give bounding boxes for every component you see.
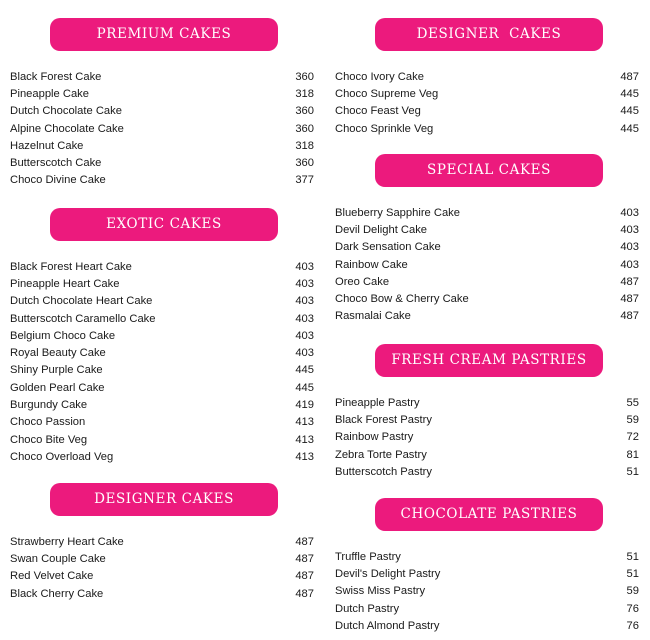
menu-item bbox=[10, 379, 314, 396]
menu-item-list bbox=[10, 533, 314, 602]
item-name: Butterscotch Caramello Cake bbox=[10, 312, 156, 325]
item-price: 360 bbox=[295, 157, 314, 170]
item-name: Swan Couple Cake bbox=[10, 552, 106, 565]
menu-item bbox=[10, 103, 314, 120]
section-banner: SPECIAL CAKES bbox=[375, 154, 603, 187]
menu-item bbox=[10, 414, 314, 431]
menu-item-list bbox=[335, 204, 639, 325]
menu-item bbox=[10, 154, 314, 171]
section-banner: FRESH CREAM PASTRIES bbox=[375, 344, 603, 377]
item-price: 445 bbox=[620, 122, 639, 135]
item-price: 55 bbox=[626, 396, 639, 409]
item-price: 360 bbox=[295, 70, 314, 83]
menu-item bbox=[335, 85, 639, 102]
item-name: Hazelnut Cake bbox=[10, 139, 84, 152]
item-name: Swiss Miss Pastry bbox=[335, 585, 426, 598]
menu-item bbox=[10, 120, 314, 137]
menu-item bbox=[10, 137, 314, 154]
menu-item bbox=[10, 568, 314, 585]
menu-item bbox=[10, 327, 314, 344]
menu-item bbox=[335, 394, 639, 411]
section-banner: CHOCOLATE PASTRIES bbox=[375, 498, 603, 531]
item-price: 445 bbox=[620, 87, 639, 100]
item-name: Pineapple Pastry bbox=[335, 396, 420, 409]
item-name: Alpine Chocolate Cake bbox=[10, 122, 124, 135]
item-price: 487 bbox=[620, 293, 639, 306]
section-banner: EXOTIC CAKES bbox=[50, 208, 278, 241]
item-price: 318 bbox=[295, 87, 314, 100]
item-price: 76 bbox=[626, 619, 639, 632]
item-price: 59 bbox=[626, 585, 639, 598]
menu-item bbox=[10, 310, 314, 327]
section-banner: DESIGNER CAKES bbox=[375, 18, 603, 51]
item-price: 51 bbox=[626, 550, 639, 563]
item-name: Truffle Pastry bbox=[335, 550, 401, 563]
item-price: 445 bbox=[295, 381, 314, 394]
item-price: 76 bbox=[626, 602, 639, 615]
item-price: 487 bbox=[295, 587, 314, 600]
item-price: 403 bbox=[620, 223, 639, 236]
item-price: 445 bbox=[295, 364, 314, 377]
menu-item bbox=[335, 120, 639, 137]
menu-item bbox=[10, 68, 314, 85]
item-price: 51 bbox=[626, 567, 639, 580]
menu-item bbox=[335, 103, 639, 120]
menu-item bbox=[335, 290, 639, 307]
item-price: 413 bbox=[295, 450, 314, 463]
item-price: 403 bbox=[295, 295, 314, 308]
item-name: Black Forest Pastry bbox=[335, 413, 432, 426]
menu-item bbox=[10, 293, 314, 310]
item-name: Butterscotch Pastry bbox=[335, 465, 432, 478]
item-name: Shiny Purple Cake bbox=[10, 364, 103, 377]
menu-item bbox=[335, 548, 639, 565]
item-name: Pineapple Cake bbox=[10, 87, 89, 100]
item-price: 51 bbox=[626, 465, 639, 478]
menu-item bbox=[335, 463, 639, 480]
menu-item bbox=[10, 448, 314, 465]
item-price: 403 bbox=[295, 277, 314, 290]
item-name: Rainbow Cake bbox=[335, 258, 408, 271]
item-price: 360 bbox=[295, 105, 314, 118]
item-price: 81 bbox=[626, 448, 639, 461]
item-price: 72 bbox=[626, 431, 639, 444]
item-name: Dutch Chocolate Heart Cake bbox=[10, 295, 153, 308]
item-price: 59 bbox=[626, 413, 639, 426]
item-price: 403 bbox=[295, 347, 314, 360]
menu-item bbox=[335, 256, 639, 273]
menu-item-list bbox=[335, 394, 639, 480]
item-name: Devil's Delight Pastry bbox=[335, 567, 441, 580]
item-price: 403 bbox=[295, 260, 314, 273]
item-price: 487 bbox=[620, 275, 639, 288]
item-name: Red Velvet Cake bbox=[10, 570, 94, 583]
item-name: Royal Beauty Cake bbox=[10, 347, 106, 360]
menu-item bbox=[335, 239, 639, 256]
menu-item bbox=[335, 617, 639, 634]
menu-item bbox=[335, 446, 639, 463]
item-name: Zebra Torte Pastry bbox=[335, 448, 427, 461]
menu-item-list bbox=[335, 68, 639, 137]
menu-item bbox=[10, 396, 314, 413]
item-name: Choco Feast Veg bbox=[335, 105, 421, 118]
menu-item-list bbox=[10, 68, 314, 189]
menu-item bbox=[10, 362, 314, 379]
item-name: Choco Supreme Veg bbox=[335, 87, 439, 100]
item-price: 377 bbox=[295, 174, 314, 187]
menu-item bbox=[10, 275, 314, 292]
item-name: Dark Sensation Cake bbox=[335, 241, 441, 254]
item-price: 318 bbox=[295, 139, 314, 152]
menu-item bbox=[335, 411, 639, 428]
item-price: 413 bbox=[295, 416, 314, 429]
item-name: Choco Divine Cake bbox=[10, 174, 106, 187]
item-name: Black Forest Cake bbox=[10, 70, 102, 83]
item-price: 487 bbox=[295, 535, 314, 548]
menu-item bbox=[10, 258, 314, 275]
menu-item bbox=[335, 221, 639, 238]
menu-item bbox=[10, 172, 314, 189]
menu-item-list bbox=[10, 258, 314, 466]
item-name: Dutch Pastry bbox=[335, 602, 400, 615]
item-name: Black Cherry Cake bbox=[10, 587, 104, 600]
item-name: Rainbow Pastry bbox=[335, 431, 414, 444]
item-name: Choco Bow & Cherry Cake bbox=[335, 293, 469, 306]
item-name: Butterscotch Cake bbox=[10, 157, 102, 170]
item-price: 487 bbox=[295, 552, 314, 565]
item-price: 403 bbox=[295, 329, 314, 342]
item-name: Devil Delight Cake bbox=[335, 223, 428, 236]
menu-item bbox=[335, 583, 639, 600]
item-price: 487 bbox=[620, 310, 639, 323]
item-price: 413 bbox=[295, 433, 314, 446]
item-name: Dutch Almond Pastry bbox=[335, 619, 440, 632]
item-name: Dutch Chocolate Cake bbox=[10, 105, 122, 118]
item-price: 403 bbox=[295, 312, 314, 325]
item-price: 403 bbox=[620, 258, 639, 271]
item-price: 360 bbox=[295, 122, 314, 135]
item-name: Choco Ivory Cake bbox=[335, 70, 424, 83]
item-name: Black Forest Heart Cake bbox=[10, 260, 132, 273]
menu-item bbox=[10, 550, 314, 567]
menu-item-list bbox=[335, 548, 639, 634]
item-price: 419 bbox=[295, 399, 314, 412]
menu-item bbox=[10, 344, 314, 361]
menu-item bbox=[335, 565, 639, 582]
item-name: Choco Overload Veg bbox=[10, 450, 114, 463]
menu-item bbox=[10, 85, 314, 102]
item-name: Rasmalai Cake bbox=[335, 310, 411, 323]
item-price: 403 bbox=[620, 206, 639, 219]
item-name: Choco Sprinkle Veg bbox=[335, 122, 434, 135]
menu-item bbox=[335, 204, 639, 221]
item-name: Choco Passion bbox=[10, 416, 86, 429]
menu-item bbox=[335, 273, 639, 290]
section-banner: PREMIUM CAKES bbox=[50, 18, 278, 51]
item-name: Burgundy Cake bbox=[10, 399, 88, 412]
item-name: Choco Bite Veg bbox=[10, 433, 88, 446]
item-name: Blueberry Sapphire Cake bbox=[335, 206, 460, 219]
item-name: Strawberry Heart Cake bbox=[10, 535, 124, 548]
menu-item bbox=[10, 585, 314, 602]
item-price: 445 bbox=[620, 105, 639, 118]
menu-item bbox=[10, 533, 314, 550]
menu-item bbox=[335, 429, 639, 446]
menu-item bbox=[335, 68, 639, 85]
item-price: 403 bbox=[620, 241, 639, 254]
item-name: Golden Pearl Cake bbox=[10, 381, 105, 394]
item-name: Belgium Choco Cake bbox=[10, 329, 116, 342]
item-name: Pineapple Heart Cake bbox=[10, 277, 120, 290]
menu-item bbox=[10, 431, 314, 448]
section-banner: DESIGNER CAKES bbox=[50, 483, 278, 516]
menu-item bbox=[335, 600, 639, 617]
item-price: 487 bbox=[620, 70, 639, 83]
item-price: 487 bbox=[295, 570, 314, 583]
item-name: Oreo Cake bbox=[335, 275, 390, 288]
menu-item bbox=[335, 308, 639, 325]
